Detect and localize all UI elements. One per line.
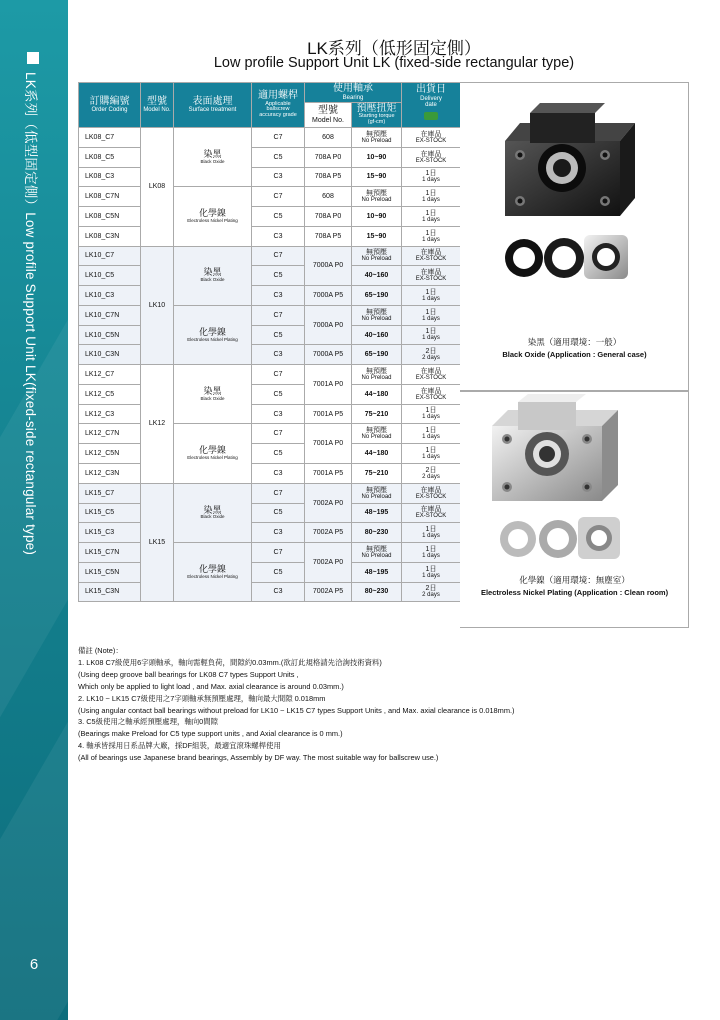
torque-cell: 無預壓 No Preload [352,128,402,148]
page-title-en: Low profile Support Unit LK (fixed-side rectangular type) [213,55,575,71]
note-line: (Bearings make Preload for C5 type support units , and Axial clearance is 0 mm.) [78,729,343,739]
surface-black-oxide-cell [174,483,252,542]
header-delivery: 出貨日 Delivery date [402,83,461,128]
surface-label-cn: 化學鎳 [198,445,226,456]
table-row [79,464,461,484]
nickel-image-panel [460,391,689,628]
delivery-cell: 1日 1 days [402,286,461,306]
surface-nickel-cell [174,187,252,246]
bearing-model-cell: 708A P5 [305,226,352,246]
model-cell: LK12 [141,365,174,484]
delivery-cell: 1日 1 days [402,226,461,246]
grade-cell: C7 [252,305,305,325]
order-code-cell: LK15_C5N [79,562,141,582]
order-code-cell: LK10_C3 [79,286,141,306]
bearing-model-cell: 708A P5 [305,167,352,187]
surface-label-cn: 染黑 [203,148,222,159]
order-code-cell: LK12_C3 [79,404,141,424]
surface-black-oxide-cell [174,246,252,305]
order-code-cell: LK08_C3N [79,226,141,246]
model-cell: LK15 [141,483,174,602]
delivery-cell: 1日 1 days [402,167,461,187]
grade-cell: C3 [252,582,305,602]
order-code-cell: LK10_C5 [79,266,141,286]
surface-nickel-cell [174,543,252,602]
delivery-cell: 1日 1 days [402,187,461,207]
delivery-cell: 在庫品 EX-STOCK [402,246,461,266]
header-surface: 表面處理 Surface treatment [174,83,252,128]
nickel-caption-en: Electroless Nickel Plating (Application : Clean room) [480,588,669,597]
torque-cell: 無預壓 No Preload [352,246,402,266]
order-code-cell: LK08_C7N [79,187,141,207]
header-bearing: 使用軸承 Bearing [305,83,402,103]
sidebar [0,0,68,1020]
order-code-cell: LK10_C7 [79,246,141,266]
torque-cell: 48~195 [352,562,402,582]
order-code-cell: LK15_C7N [79,543,141,563]
torque-cell: 75~210 [352,464,402,484]
bearing-model-cell: 7000A P5 [305,286,352,306]
bearing-model-cell: 608 [305,128,352,148]
delivery-cell: 在庫品 EX-STOCK [402,503,461,523]
grade-cell: C3 [252,345,305,365]
torque-cell: 10~90 [352,147,402,167]
delivery-cell: 1日 1 days [402,424,461,444]
surface-label-cn: 化學鎳 [198,326,226,337]
surface-label-cn: 化學鎳 [198,208,226,219]
table-row [79,325,461,345]
grade-cell: C5 [252,266,305,286]
order-code-cell: LK15_C5 [79,503,141,523]
model-cell: LK08 [141,128,174,247]
table-row [79,562,461,582]
order-code-cell: LK08_C5N [79,207,141,227]
surface-label-en: Electroless Nickel Plating [187,573,238,579]
torque-cell: 80~230 [352,582,402,602]
surface-label-cn: 染黑 [203,267,222,278]
grade-cell: C7 [252,128,305,148]
torque-cell: 無預壓 No Preload [352,483,402,503]
grade-cell: C5 [252,562,305,582]
table-row [79,246,461,266]
grade-cell: C5 [252,444,305,464]
note-line: (Using deep groove ball bearings for LK08 C7 types Support Units , [78,669,299,679]
model-cell: LK10 [141,246,174,365]
torque-cell: 40~160 [352,325,402,345]
delivery-cell: 1日 1 days [402,444,461,464]
page-number: 6 [29,956,39,973]
torque-cell: 40~160 [352,266,402,286]
delivery-cell: 1日 1 days [402,305,461,325]
torque-cell: 44~180 [352,444,402,464]
note-line: (Using angular contact ball bearings without preload for LK10 ~ LK15 C7 types Support Units , and Max. axial clearance is 0.018mm.) [78,705,515,715]
bearing-model-cell: 7000A P0 [305,246,352,286]
header-order-code: 訂購編號 Order Coding [79,83,141,128]
bearing-model-cell: 608 [305,187,352,207]
header-torque: 預壓扭矩 Starting torque (gf-cm) [352,103,402,128]
bearing-model-cell: 7002A P5 [305,523,352,543]
torque-cell: 無預壓 No Preload [352,543,402,563]
grade-cell: C3 [252,464,305,484]
surface-black-oxide-cell [174,128,252,187]
surface-label-cn: 染黑 [203,504,222,515]
table-row [79,523,461,543]
delivery-cell: 在庫品 EX-STOCK [402,365,461,385]
notes-title: 備註 (Note)： [78,646,123,655]
grade-cell: C3 [252,404,305,424]
delivery-cell: 1日 1 days [402,562,461,582]
bearing-model-cell: 7000A P5 [305,345,352,365]
table-row [79,187,461,207]
order-code-cell: LK10_C3N [79,345,141,365]
grade-cell: C3 [252,523,305,543]
torque-cell: 無預壓 No Preload [352,424,402,444]
note-line: (All of bearings use Japanese brand bearings, Assembly by DF way. The most suitable way for ballscrew use.) [78,753,439,763]
bearing-model-cell: 7002A P5 [305,582,352,602]
order-code-cell: LK12_C3N [79,464,141,484]
torque-cell: 44~180 [352,384,402,404]
surface-nickel-cell [174,424,252,483]
note-line: 1. LK08 C7級使用6字頭軸承，軸向需輕負荷，間隙約0.03mm.(欲訂此規格請先洽詢技術資料) [78,657,382,667]
delivery-cell: 在庫品 EX-STOCK [402,147,461,167]
table-row [79,384,461,404]
grade-cell: C7 [252,187,305,207]
delivery-cell: 在庫品 EX-STOCK [402,128,461,148]
bearing-model-cell: 7000A P0 [305,305,352,345]
spec-table [78,82,461,602]
note-line: 3. C5級使用之軸承經預壓處理，軸向0間隙 [78,717,219,727]
table-row [79,424,461,444]
torque-cell: 15~90 [352,226,402,246]
order-code-cell: LK15_C3N [79,582,141,602]
grade-cell: C7 [252,543,305,563]
grade-cell: C3 [252,286,305,306]
delivery-cell: 1日 1 days [402,325,461,345]
delivery-cell: 在庫品 EX-STOCK [402,266,461,286]
delivery-cell: 2日 2 days [402,345,461,365]
delivery-cell: 2日 2 days [402,582,461,602]
grade-cell: C5 [252,147,305,167]
table-row [79,483,461,503]
order-code-cell: LK15_C7 [79,483,141,503]
table-row [79,128,461,148]
table-row [79,404,461,424]
grade-cell: C3 [252,167,305,187]
order-code-cell: LK08_C5 [79,147,141,167]
order-code-cell: LK12_C5N [79,444,141,464]
grade-cell: C3 [252,226,305,246]
order-code-cell: LK10_C5N [79,325,141,345]
torque-cell: 無預壓 No Preload [352,187,402,207]
nickel-caption-cn: 化學鎳（適用環境：無塵室） [519,575,630,585]
delivery-cell: 1日 1 days [402,543,461,563]
surface-label-en: Electroless Nickel Plating [187,455,238,461]
surface-label-en: Black Oxide [200,514,225,520]
sidebar-square-icon [27,52,39,64]
table-row [79,582,461,602]
surface-nickel-cell [174,305,252,364]
bearing-model-cell: 7002A P0 [305,543,352,583]
surface-label-cn: 化學鎳 [198,563,226,574]
order-code-cell: LK15_C3 [79,523,141,543]
torque-cell: 65~190 [352,345,402,365]
note-line: 4. 軸承皆採用日系品牌大廠，採DF組裝，最適宜滾珠螺桿使用 [78,741,281,751]
delivery-cell: 在庫品 EX-STOCK [402,384,461,404]
bearing-model-cell: 7002A P0 [305,483,352,523]
bearing-model-cell: 7001A P0 [305,365,352,405]
torque-cell: 無預壓 No Preload [352,365,402,385]
note-line: 2. LK10 ~ LK15 C7級使用之7字頭軸承無預壓處理，軸向最大間隙 0.018mm [78,693,326,703]
table-row [79,147,461,167]
truck-icon [424,112,438,120]
black-oxide-image-panel [460,82,689,391]
bearing-model-cell: 708A P0 [305,147,352,167]
surface-label-en: Black Oxide [200,158,225,164]
surface-label-cn: 染黑 [203,385,222,396]
grade-cell: C7 [252,424,305,444]
order-code-cell: LK10_C7N [79,305,141,325]
bearing-model-cell: 708A P0 [305,207,352,227]
sidebar-vertical-title: LK系列（低型固定側）Low profile Support Unit LK(fixed-side rectangular type) [23,72,38,556]
torque-cell: 無預壓 No Preload [352,305,402,325]
delivery-cell: 在庫品 EX-STOCK [402,483,461,503]
surface-label-en: Black Oxide [200,277,225,283]
header-model: 型號 Model No. [141,83,174,128]
grade-cell: C7 [252,365,305,385]
grade-cell: C7 [252,246,305,266]
table-row [79,345,461,365]
note-line: Which only be applied to light load , and Max. axial clearance is around 0.03mm.) [78,681,344,691]
torque-cell: 15~90 [352,167,402,187]
order-code-cell: LK12_C7 [79,365,141,385]
order-code-cell: LK12_C7N [79,424,141,444]
table-row [79,207,461,227]
page-title-cn: LK系列（低形固定側） [307,39,481,58]
table-row [79,305,461,325]
delivery-cell: 1日 1 days [402,404,461,424]
torque-cell: 10~90 [352,207,402,227]
black-oxide-caption-cn: 染黑（適用環境：一般） [527,337,622,347]
table-row [79,503,461,523]
table-row [79,365,461,385]
table-row [79,167,461,187]
table-row [79,266,461,286]
order-code-cell: LK12_C5 [79,384,141,404]
surface-black-oxide-cell [174,365,252,424]
order-code-cell: LK08_C7 [79,128,141,148]
order-code-cell: LK08_C3 [79,167,141,187]
grade-cell: C7 [252,483,305,503]
grade-cell: C5 [252,384,305,404]
surface-label-en: Black Oxide [200,395,225,401]
table-row [79,444,461,464]
table-row [79,286,461,306]
surface-label-en: Electroless Nickel Plating [187,217,238,223]
header-screw-grade: 適用螺桿 Applicable ballscrew accuracy grade [252,83,305,128]
black-oxide-caption-en: Black Oxide (Application : General case) [502,350,647,359]
torque-cell: 48~195 [352,503,402,523]
bearing-model-cell: 7001A P5 [305,464,352,484]
delivery-cell: 1日 1 days [402,207,461,227]
grade-cell: C5 [252,503,305,523]
bearing-model-cell: 7001A P0 [305,424,352,464]
table-row [79,226,461,246]
table-row [79,543,461,563]
torque-cell: 75~210 [352,404,402,424]
grade-cell: C5 [252,207,305,227]
delivery-cell: 1日 1 days [402,523,461,543]
grade-cell: C5 [252,325,305,345]
notes-section [78,645,698,764]
delivery-cell: 2日 2 days [402,464,461,484]
torque-cell: 65~190 [352,286,402,306]
bearing-model-cell: 7001A P5 [305,404,352,424]
torque-cell: 80~230 [352,523,402,543]
surface-label-en: Electroless Nickel Plating [187,336,238,342]
header-bearing-model: 型號 Model No. [305,103,352,128]
